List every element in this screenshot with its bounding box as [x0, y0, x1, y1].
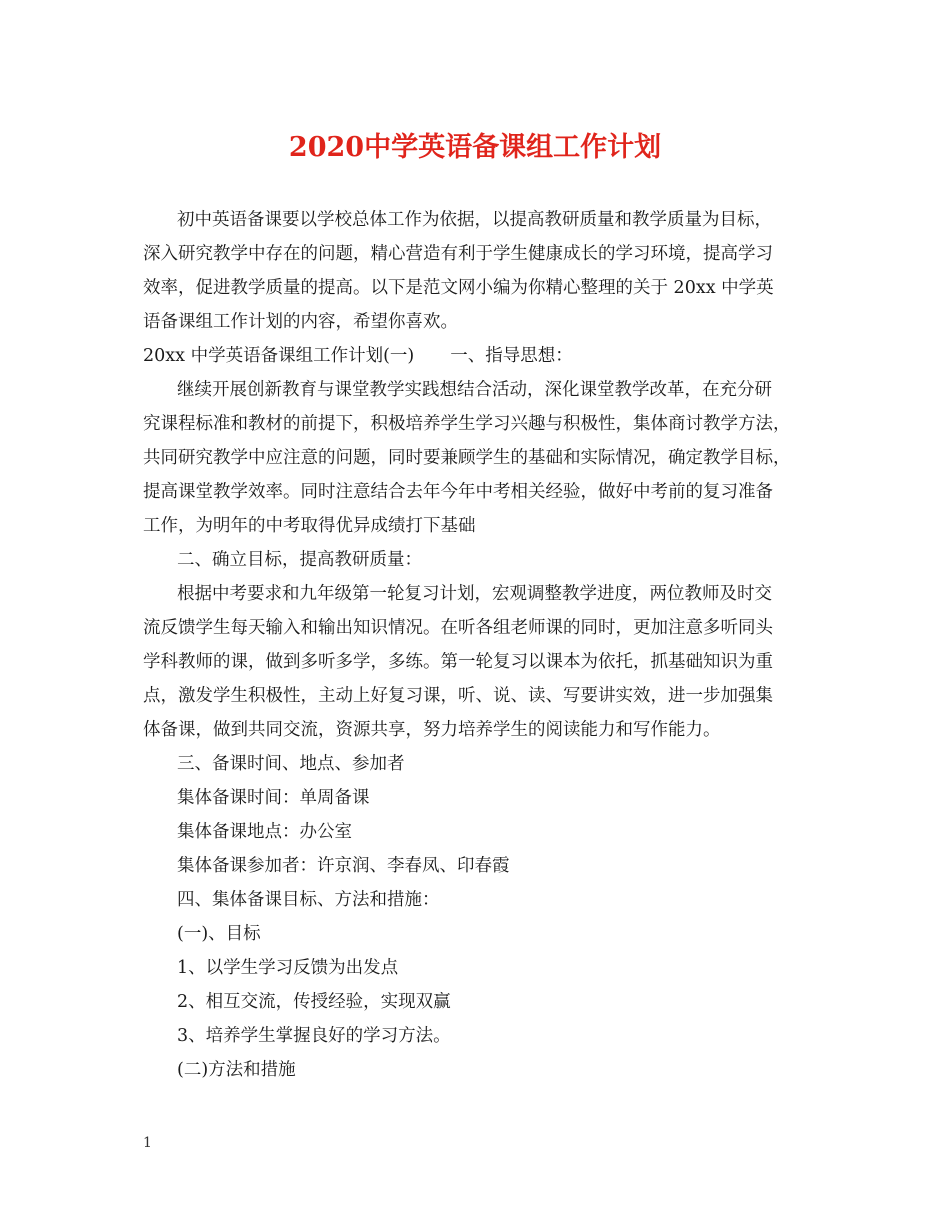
- document-body: [143, 203, 823, 1087]
- subsection-heading: (一)、目标: [177, 924, 261, 944]
- section-heading: 二、确立目标，提高教研质量：: [177, 550, 422, 570]
- paragraph-line: 继续开展创新教育与课堂教学实践想结合活动，深化课堂教学改革，在充分研: [177, 380, 772, 400]
- paragraph-line: 共同研究教学中应注意的问题，同时要兼顾学生的基础和实际情况，确定教学目标，: [143, 448, 791, 468]
- paragraph-line: 效率，促进教学质量的提高。以下是范文网小编为你精心整理的关于 20xx 中学英: [143, 278, 774, 298]
- list-item: 3、培养学生掌握良好的学习方法。: [177, 1026, 451, 1046]
- page-number: 1: [143, 1135, 152, 1151]
- plan-heading: 20xx 中学英语备课组工作计划(一): [143, 346, 415, 366]
- section-heading: 一、指导思想：: [450, 346, 573, 366]
- paragraph-line: 提高课堂教学效率。同时注意结合去年今年中考相关经验，做好中考前的复习准备: [143, 482, 773, 502]
- list-item: 集体备课地点：办公室: [177, 822, 352, 842]
- list-item: 集体备课参加者：许京润、李春凤、印春霞: [177, 856, 510, 876]
- section-heading: 四、集体备课目标、方法和措施：: [177, 890, 440, 910]
- paragraph-line: 深入研究教学中存在的问题，精心营造有利于学生健康成长的学习环境，提高学习: [143, 244, 773, 264]
- paragraph-line: 初中英语备课要以学校总体工作为依据，以提高教研质量和教学质量为目标，: [177, 210, 772, 230]
- paragraph-line: 体备课，做到共同交流，资源共享，努力培养学生的阅读能力和写作能力。: [143, 720, 721, 740]
- list-item: 集体备课时间：单周备课: [177, 788, 370, 808]
- paragraph-line: 究课程标准和教材的前提下，积极培养学生学习兴趣与积极性，集体商讨教学方法，: [143, 414, 791, 434]
- paragraph-line: 点，激发学生积极性，主动上好复习课，听、说、读、写要讲实效，进一步加强集: [143, 686, 773, 706]
- paragraph-line: 根据中考要求和九年级第一轮复习计划，宏观调整教学进度，两位教师及时交: [177, 584, 772, 604]
- list-item: 1、以学生学习反馈为出发点: [177, 958, 399, 978]
- paragraph-line: 学科教师的课，做到多听多学，多练。第一轮复习以课本为依托，抓基础知识为重: [143, 652, 773, 672]
- paragraph-line: 语备课组工作计划的内容，希望你喜欢。: [143, 312, 458, 332]
- paragraph-line: 流反馈学生每天输入和输出知识情况。在听各组老师课的同时，更加注意多听同头: [143, 618, 773, 638]
- paragraph-line: 工作，为明年的中考取得优异成绩打下基础: [143, 516, 476, 536]
- section-heading-line: [143, 339, 823, 373]
- list-item: 2、相互交流，传授经验，实现双赢: [177, 992, 451, 1012]
- document-title: 2020中学英语备课组工作计划: [288, 132, 662, 163]
- subsection-heading: (二)方法和措施: [177, 1060, 296, 1080]
- section-heading: 三、备课时间、地点、参加者: [177, 754, 405, 774]
